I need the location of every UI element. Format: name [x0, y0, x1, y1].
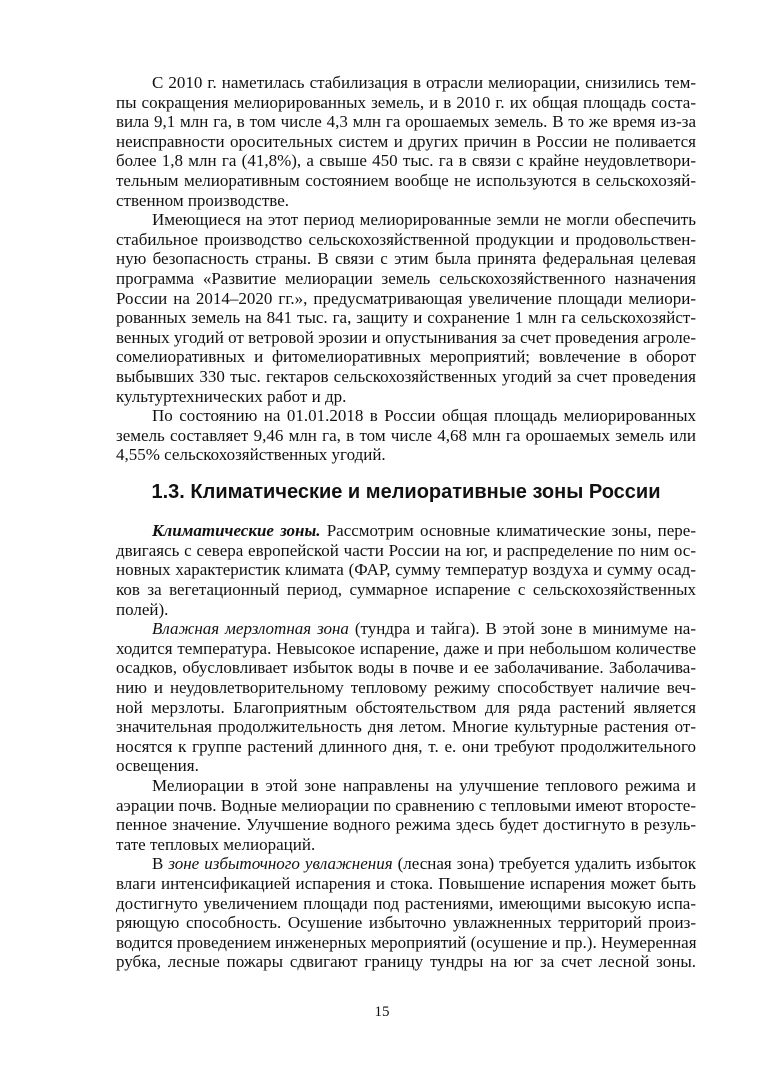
text-line: тате тепловых мелиораций. — [116, 834, 316, 854]
text-line: Имеющиеся на этот период мелиорированные земли не могли обеспечить — [152, 210, 696, 230]
paragraph — [116, 619, 696, 776]
text-line: вила 9,1 млн га, в том числе 4,3 млн га орошаемых земель. В то же время из-за — [116, 112, 696, 132]
text-line: ков за вегетационный период, суммарное испарение с сельскохозяйственных — [116, 580, 696, 600]
text-line: новных характеристик климата (ФАР, сумму температур воздуха и сумму осад- — [116, 560, 696, 580]
paragraph — [116, 210, 696, 406]
emphasized-term: Климатические зоны. — [152, 521, 321, 541]
text-line: программа «Развитие мелиорации земель сельскохозяйственного назначения — [116, 268, 696, 288]
text-line — [116, 521, 696, 541]
text-line: неисправности оросительных систем и других причин в России не поливается — [116, 131, 696, 151]
text-line: более 1,8 млн га (41,8%), а свыше 450 тыс. га в связи с крайне неудовлетвори- — [116, 151, 696, 171]
text-line — [116, 619, 696, 639]
text-line: России на 2014–2020 гг.», предусматривающая увеличение площади мелиори- — [116, 288, 696, 308]
page-number: 15 — [374, 1004, 390, 1020]
text-line: Мелиорации в этой зоне направлены на улучшение теплового режима и — [152, 775, 696, 795]
text-line: сомелиоративных и фитомелиоративных мероприятий; вовлечение в оборот — [116, 347, 696, 367]
section-heading: 1.3. Климатические и мелиоративные зоны России — [151, 481, 661, 504]
text-line: тельным мелиоративным состоянием вообще не используются в сельскохозяй- — [116, 170, 696, 190]
text-line: нию и неудовлетворительному тепловому режиму способствует наличие веч- — [116, 678, 696, 697]
text-line: венных угодий от ветровой эрозии и опустынивания за счет проведения агроле- — [116, 327, 696, 347]
text-line: пенное значение. Улучшение водного режима здесь будет достигнуто в резуль- — [116, 815, 696, 835]
text-line: ходится температура. Невысокое испарение, даже и при небольшом количестве — [116, 638, 696, 658]
text-line: ную безопасность страны. В связи с этим была принята федеральная целевая — [116, 249, 696, 269]
text-line: двигаясь с севера европейской части России на юг, и распределение по ним ос- — [116, 540, 696, 560]
text-line: ряющую способность. Осушение избыточно увлажненных территорий произ- — [116, 913, 696, 933]
text-line — [116, 854, 696, 874]
text-line: пы сокращения мелиорированных земель, и в 2010 г. их общая площадь соста- — [116, 92, 696, 112]
paragraph — [116, 406, 696, 465]
text-line: достигнуто увеличением площади под растениями, имеющими высокую испа- — [116, 893, 696, 913]
text-line: 4,55% сельскохозяйственных угодий. — [116, 445, 386, 465]
text-line: значительная продолжительность дня летом. Многие культурные растения от- — [116, 717, 696, 737]
text-line: аэрации почв. Водные мелиорации по сравнению с тепловыми имеют второсте- — [116, 795, 696, 815]
text-line: культуртехнических работ и др. — [116, 386, 347, 406]
text-span: Рассмотрим основные климатические зоны, пере- — [320, 521, 696, 541]
page-body — [116, 73, 696, 972]
paragraph — [116, 854, 696, 972]
paragraph — [116, 776, 696, 854]
emphasized-term: Влажная мерзлотная зона — [152, 619, 349, 639]
paragraph — [116, 521, 696, 619]
text-line: полей). — [116, 599, 169, 619]
text-span: (лесная зона) требуется удалить избыток — [392, 854, 697, 874]
text-line: ственном производстве. — [116, 190, 290, 210]
text-line: рубка, лесные пожары сдвигают границу тундры на юг за счет лесной зоны. — [116, 952, 696, 972]
text-span: В — [152, 854, 169, 874]
text-span: (тундра и тайга). В этой зоне в минимуме на- — [348, 619, 697, 639]
text-line: выбывших 330 тыс. гектаров сельскохозяйственных угодий за счет проведения — [116, 366, 696, 386]
text-line: ной мерзлоты. Благоприятным обстоятельством для ряда растений является — [116, 697, 696, 717]
text-line: стабильное производство сельскохозяйственной продукции и продовольствен- — [116, 229, 696, 249]
text-line: влаги интенсификацией испарения и стока. Повышение испарения может быть — [116, 873, 696, 893]
emphasized-term: зоне избыточного увлажнения — [168, 854, 393, 874]
text-line: носятся к группе растений длинного дня, т. е. они требуют продолжительного — [116, 736, 696, 756]
text-line: земель составляет 9,46 млн га, в том числе 4,68 млн га орошаемых земель или — [116, 425, 696, 445]
text-line: освещения. — [116, 756, 199, 776]
text-line: С 2010 г. наметилась стабилизация в отрасли мелиорации, снизились тем- — [152, 73, 696, 92]
text-line: рованных земель на 841 тыс. га, защиту и сохранение 1 млн га сельскохозяйст- — [116, 308, 696, 328]
text-line: водится проведением инженерных мероприятий (осушение и пр.). Неумеренная — [116, 932, 697, 952]
paragraph — [116, 73, 696, 210]
text-line: осадков, обусловливает избыток воды в почве и ее заболачивание. Заболачива- — [116, 658, 696, 678]
text-line: По состоянию на 01.01.2018 в России общая площадь мелиорированных — [152, 406, 696, 426]
